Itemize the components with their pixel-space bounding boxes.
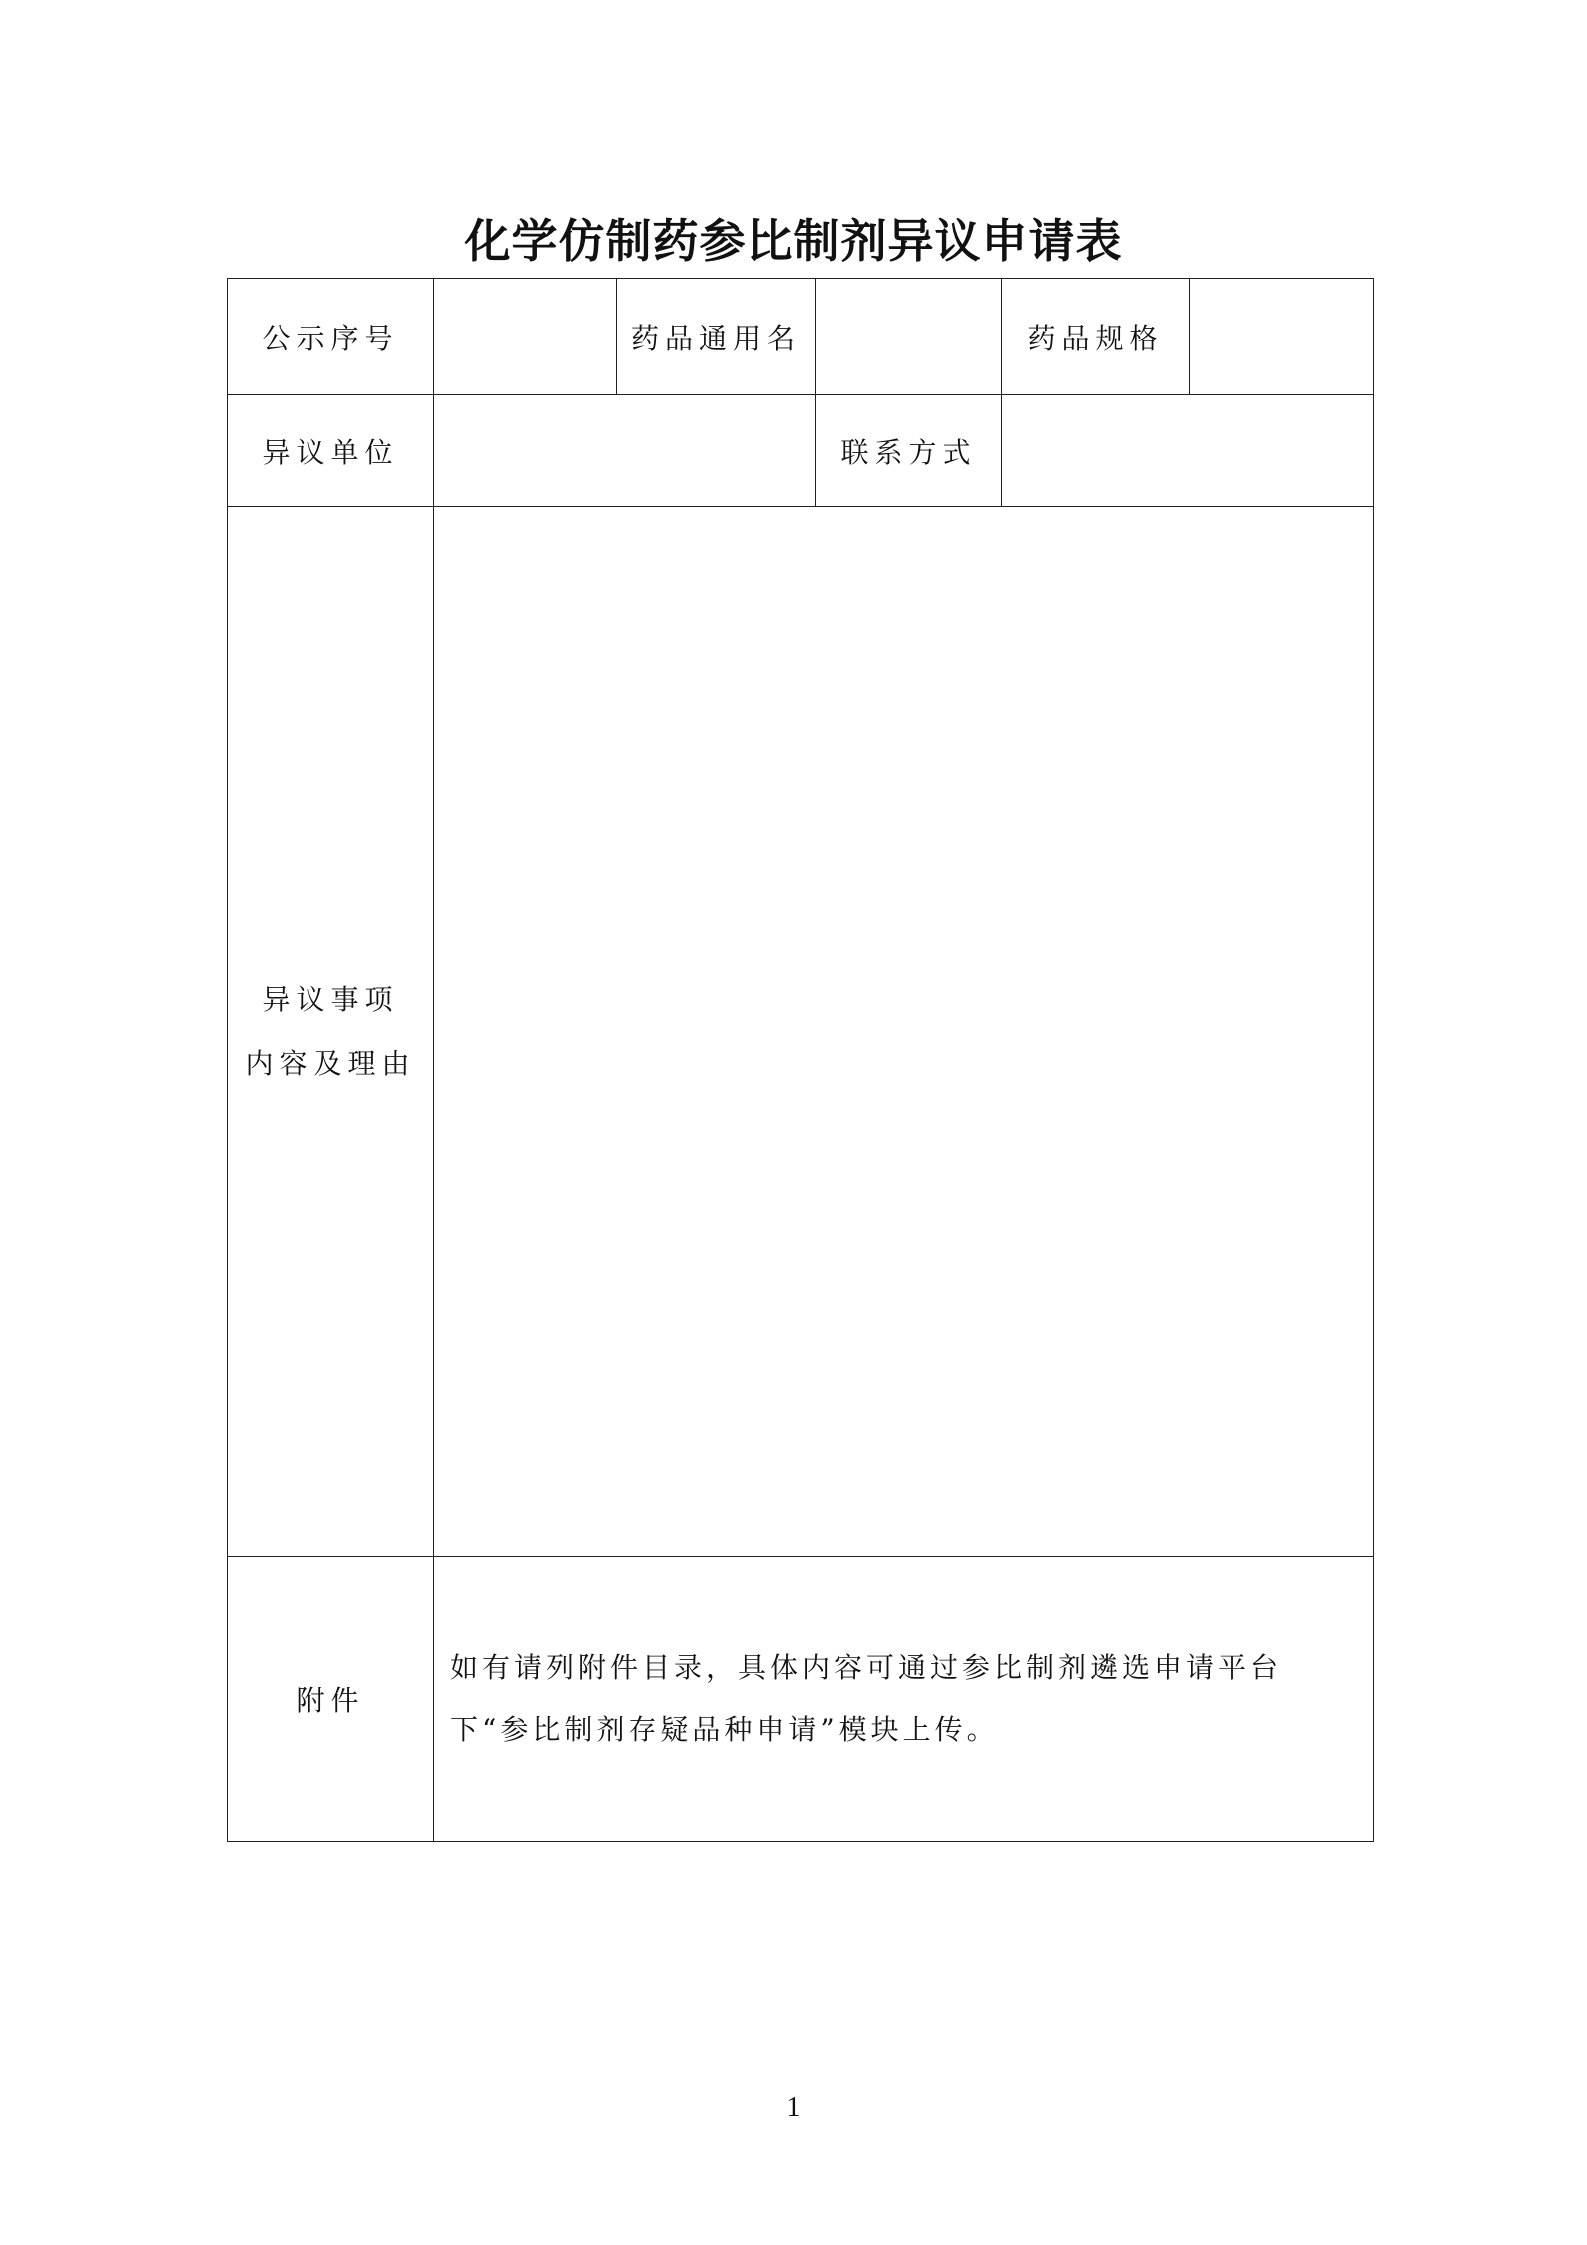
objector-field[interactable] xyxy=(434,395,816,507)
objector-label: 异议单位 xyxy=(228,395,434,507)
content-label xyxy=(228,507,434,1557)
content-label-line2: 内容及理由 xyxy=(245,1046,416,1080)
serial-field[interactable] xyxy=(434,279,617,395)
spec-field[interactable] xyxy=(1190,279,1374,395)
generic-name-label: 药品通用名 xyxy=(617,279,816,395)
content-field[interactable] xyxy=(434,507,1374,1557)
generic-name-field[interactable] xyxy=(816,279,1002,395)
contact-label: 联系方式 xyxy=(816,395,1002,507)
page-number: 1 xyxy=(786,2092,801,2123)
content-label-line1: 异议事项 xyxy=(262,982,399,1016)
spec-label: 药品规格 xyxy=(1002,279,1190,395)
serial-label: 公示序号 xyxy=(228,279,434,395)
contact-field[interactable] xyxy=(1002,395,1374,507)
form-title: 化学仿制药参比制剂异议申请表 xyxy=(464,214,1123,268)
objection-form-table xyxy=(227,278,1374,1842)
attachment-note[interactable]: 如有请列附件目录，具体内容可通过参比制剂遴选申请平台下“参比制剂存疑品种申请”模块上传。 xyxy=(434,1557,1374,1842)
attachment-label: 附件 xyxy=(228,1557,434,1842)
